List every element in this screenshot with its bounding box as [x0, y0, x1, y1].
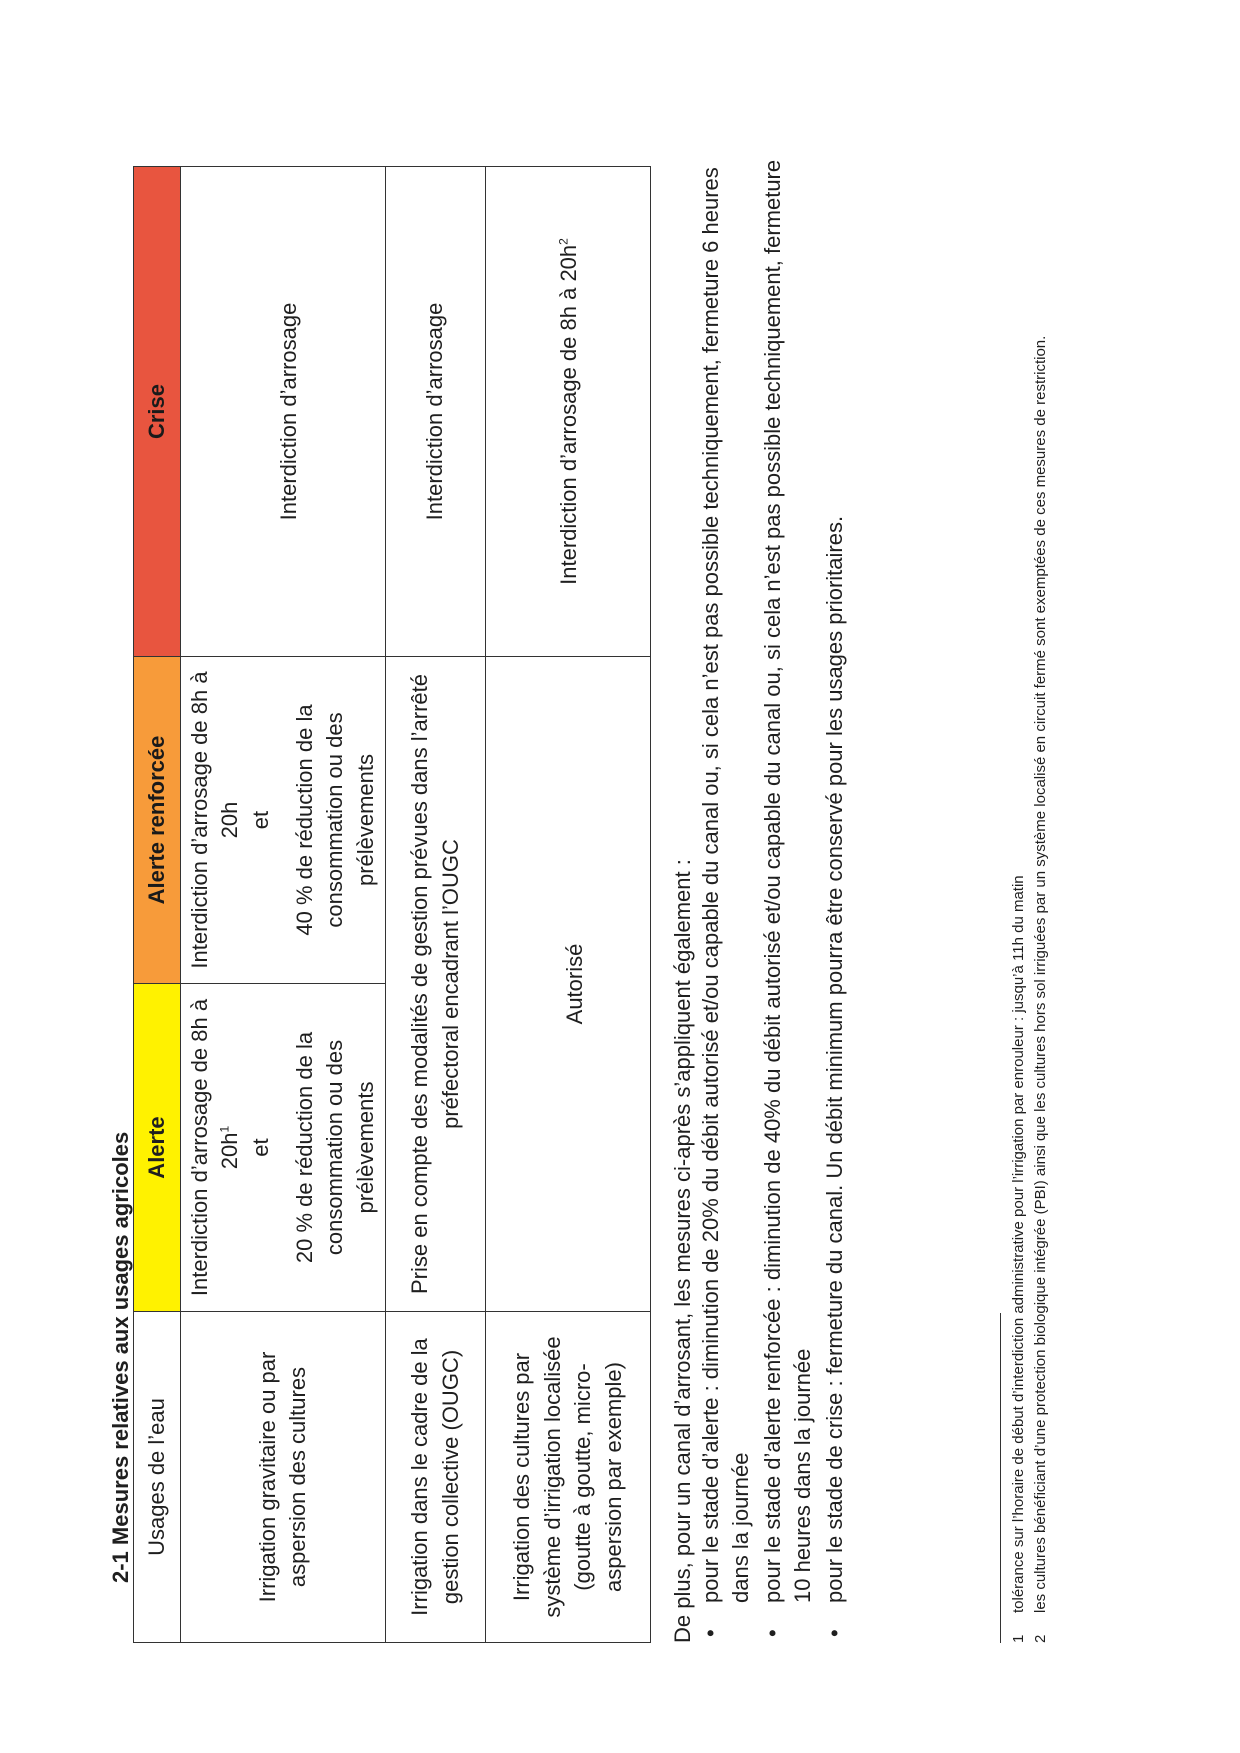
measures-table — [133, 166, 651, 1643]
renforcee-line2: 40 % de réduction de la consommation ou des prélèvements — [292, 704, 378, 936]
list-item: • pour le stade d’alerte : diminution de 20% du débit autorisé et/ou capable du canal ou, si cela n’est pas possible techniquement, fermeture 6 heures dans la journée — [698, 167, 753, 1637]
alerte-line1: Interdiction d’arrosage de 8h à 20h — [187, 998, 243, 1297]
alerte-and: et — [247, 1138, 273, 1157]
renforcee-and: et — [247, 810, 273, 830]
footnote-text: tolérance sur l’horaire de début d’interdiction administrative pour l’irrigation par enrouleur : jusqu’à 11h du matin — [1010, 875, 1027, 1613]
footnote-divider — [1000, 1313, 1001, 1643]
footnotes — [1008, 143, 1052, 1643]
bullet: • — [821, 1629, 847, 1637]
alerte-cell — [181, 984, 386, 1312]
list-item: • pour le stade d’alerte renforcée : diminution de 40% du débit autorisé et/ou capable du canal ou, si cela n’est pas possible techniquement, fermeture 10 heures dans la journée — [759, 159, 815, 1637]
crise-cell: Interdiction d’arrosage — [181, 167, 386, 657]
crise-text: Interdiction d’arrosage de 8h à 20h — [555, 244, 581, 585]
footnote-text: les cultures bénéficiant d’une protection biologique intégrée (PBI) ainsi que les cultures hors sol irriguées par un système localisé en circuit fermé sont exemptées de ces mesures de restriction. — [1031, 335, 1049, 1613]
canal-measures-list — [696, 143, 852, 1643]
alerte-renforcee-cell — [181, 657, 386, 984]
table-row — [386, 167, 486, 1643]
header-crise: Crise — [134, 167, 181, 657]
alerte-line2: 20 % de réduction de la consommation ou des prélèvements — [292, 1031, 378, 1264]
footnote-number: 2 — [1031, 1634, 1049, 1643]
alerte-renforcee-merged-cell: Autorisé — [486, 657, 651, 1312]
list-item: • pour le stade de crise : fermeture du canal. Un débit minimum pourra être conservé pour les usages prioritaires. — [820, 143, 850, 1643]
bullet: • — [759, 1629, 785, 1637]
footnote-ref-1: 1 — [218, 1125, 233, 1133]
usage-cell: Irrigation gravitaire ou par aspersion des cultures — [181, 1312, 386, 1643]
table-row — [486, 167, 651, 1643]
usage-cell: Irrigation dans le cadre de la gestion collective (OUGC) — [386, 1312, 486, 1643]
table-header-row — [134, 167, 181, 1643]
table-row — [181, 167, 386, 1643]
header-usages: Usages de l’eau — [134, 1312, 181, 1643]
section-title: 2-1 Mesures relatives aux usages agricoles — [108, 1131, 133, 1583]
header-alerte: Alerte — [134, 984, 181, 1312]
footnote-ref-2: 2 — [556, 238, 571, 245]
bullet: • — [698, 1629, 723, 1637]
usage-cell: Irrigation des cultures par système d’irrigation localisée (goutte à goutte, micro-aspersion par exemple) — [486, 1312, 651, 1643]
alerte-renforcee-merged-cell: Prise en compte des modalités de gestion prévues dans l’arrêté préfectoral encadrant l’OUGC — [386, 657, 486, 1312]
canal-intro: De plus, pour un canal d’arrosant, les mesures ci-après s’appliquent également : — [670, 859, 695, 1643]
renforcee-line1: Interdiction d’arrosage de 8h à 20h — [187, 671, 243, 969]
footnote-number: 1 — [1010, 1634, 1027, 1643]
footnote-2 — [1030, 143, 1052, 1643]
header-alerte-renforcee: Alerte renforcée — [134, 657, 181, 984]
footnote-1 — [1008, 143, 1030, 1643]
crise-cell — [486, 167, 651, 657]
crise-cell: Interdiction d’arrosage — [386, 167, 486, 657]
